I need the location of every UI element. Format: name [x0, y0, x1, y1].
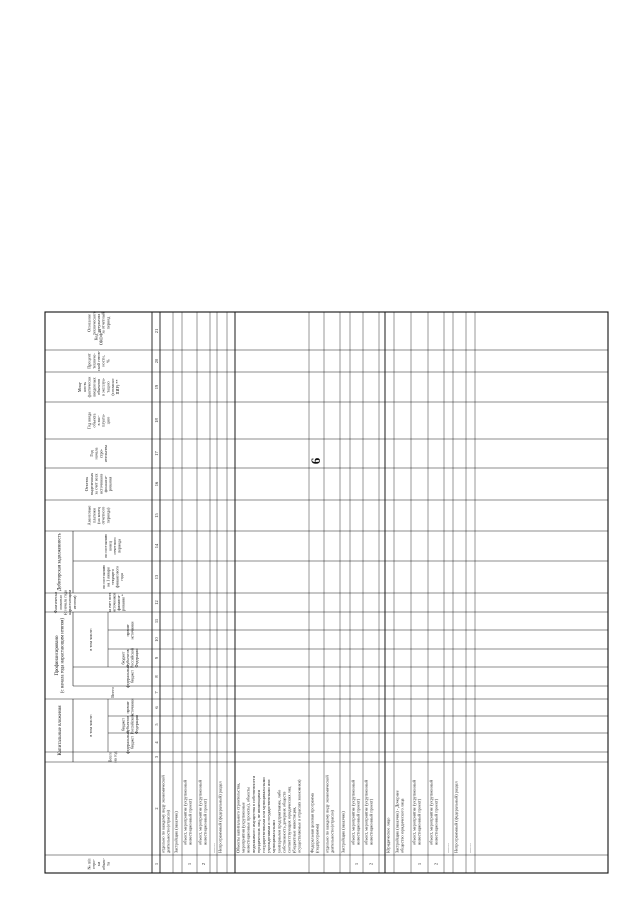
- col-head-readiness-line: техниче-: [91, 353, 97, 369]
- col-head-capacity-line: фактически: [86, 376, 92, 398]
- col-head-other-line: прочие: [125, 701, 131, 714]
- column-number: 14: [154, 543, 159, 549]
- row-label-line: инвестиционный проект): [433, 798, 439, 845]
- column-number: 13: [154, 574, 159, 580]
- col-head-progress-line: период: [105, 316, 111, 330]
- row-label: [341, 811, 346, 853]
- col-head-fed-2-line: бюджет: [129, 669, 135, 684]
- col-head-reg-2-line: Российской: [129, 648, 135, 668]
- row-label: [310, 793, 320, 853]
- col-head-okof-line: ОКОФ**: [98, 328, 104, 346]
- column-number: 16: [154, 481, 159, 487]
- col-head-row-no-line: та: [105, 862, 111, 866]
- col-head-capacity-line: (согласно: [110, 378, 116, 396]
- col-head-progress-line: технического: [91, 311, 97, 335]
- col-head-total-line: Всего: [107, 751, 113, 763]
- col-head-year-input-line: объекта: [91, 413, 97, 428]
- row-label: [454, 780, 459, 853]
- col-head-year-input-line: цию: [105, 416, 111, 425]
- row-label: [211, 843, 216, 853]
- row-label-line: инвестиционный проект): [355, 798, 361, 845]
- col-head-debt-start: [101, 565, 124, 589]
- col-head-actual-line: Фактически: [53, 591, 59, 614]
- col-head-reg-line: субъектов: [125, 716, 131, 733]
- row-label-line: .........: [466, 843, 472, 853]
- row-label-line: (бюджетные инвестиции,: [291, 806, 297, 853]
- col-head-financed: [55, 618, 65, 694]
- column-number: 19: [154, 384, 159, 390]
- col-head-capacity-line: ность: [81, 381, 87, 393]
- row-label: [395, 790, 405, 853]
- col-head-progress-line: результата: [95, 313, 101, 333]
- col-head-debt-line: Дебиторская задолженность: [57, 533, 63, 591]
- col-head-other-line: источники: [129, 698, 135, 717]
- col-head-progress-line: Описание: [86, 314, 92, 332]
- row-label: [161, 775, 171, 853]
- row-label-line: деятельности (отрасли): [329, 810, 335, 853]
- col-head-readiness-line: %: [105, 359, 111, 363]
- row-label-line: осуществляемые в отраслях экономики): [296, 779, 302, 853]
- col-head-advance-line: платежи: [91, 508, 97, 523]
- row-label-line: отдельно по каждому виду экономической: [324, 775, 330, 853]
- col-head-actual-src-line: финанси-: [116, 594, 122, 611]
- row-label-line: учреждениями и государственными или: [266, 779, 272, 853]
- row-label-line: Застройщик (заказчик): [173, 811, 179, 853]
- row-label-line: собственность дочерних обществ: [281, 791, 287, 853]
- row-number: 2: [201, 862, 207, 866]
- row-label-line: унитарными предприятиями, либо: [276, 789, 282, 853]
- col-head-reg-2-line: Федерации: [134, 648, 140, 668]
- col-head-year-input-line: в экс-: [95, 415, 101, 426]
- col-head-reg-line: Российской: [129, 714, 135, 735]
- row-label-line: государственными или муниципальными: [261, 777, 266, 853]
- col-head-reg-line: бюджет: [120, 717, 126, 732]
- row-label-line: инвестиционный проект): [202, 798, 208, 845]
- col-head-remaining-line: финанси-: [103, 475, 109, 493]
- row-label: [183, 779, 193, 845]
- col-head-debt-start-line: по состоянию: [100, 565, 106, 589]
- col-head-debt-end-line: конец: [107, 541, 113, 551]
- row-label-line: Непрограммный (федеральный) раздел: [217, 781, 223, 853]
- col-head-capacity-line: объектов: [95, 379, 101, 395]
- column-number: 12: [154, 600, 159, 605]
- row-label-line: Федеральная целевая программа: [309, 793, 315, 853]
- col-head-progress-line: за отчетный: [100, 312, 106, 334]
- column-number: 9: [154, 656, 159, 660]
- col-head-year-start-line: стро-: [98, 448, 104, 459]
- row-label-line: инвестиционный проект): [368, 798, 374, 845]
- column-number: 2: [154, 807, 159, 810]
- row-label-line: деятельности (отрасли): [165, 810, 171, 853]
- column-number: 6: [154, 706, 159, 709]
- col-head-row-no-line: № п/п: [86, 858, 92, 870]
- row-label-line: .........: [210, 843, 216, 853]
- col-head-year-start: [89, 445, 108, 463]
- row-label-line: Застройщик (заказчик): [340, 811, 346, 853]
- col-head-okof-line: Код: [93, 333, 99, 341]
- row-label-line: инвестиционный проект): [187, 798, 193, 845]
- column-number: 10: [154, 637, 159, 642]
- row-label-line: объект, мероприятие (укрупненный: [428, 779, 434, 845]
- row-label-line: объект, мероприятие (укрупненный: [182, 779, 188, 845]
- col-head-remaining: [84, 472, 113, 495]
- col-head-incl-2: [88, 628, 93, 650]
- col-head-financed-line: Профинансировано: [54, 635, 60, 676]
- row-label: [351, 779, 361, 845]
- col-head-debt-end: [103, 534, 121, 558]
- row-label-line: инвестиционные проекты), объекты: [245, 787, 251, 853]
- col-head-total-line: на год: [112, 751, 118, 763]
- row-label: [467, 843, 472, 853]
- row-label-line: отдельно по каждому виду экономической: [160, 775, 166, 853]
- row-label: [174, 811, 179, 853]
- row-label: [198, 779, 208, 845]
- col-head-year-start-line: начала: [93, 447, 99, 460]
- col-head-reg-2-line: бюджет: [120, 651, 126, 665]
- col-head-remaining-line: за счет всех: [93, 473, 99, 495]
- col-head-readiness-line: ской готов-: [95, 351, 101, 371]
- row-label-line: Юридическое лицо: [385, 817, 391, 853]
- col-head-readiness: [87, 350, 111, 371]
- col-head-row-no-line: ки: [96, 861, 102, 867]
- row-label-line: недвижимого имущества в собственности: [250, 776, 256, 853]
- col-head-row-no-line: стро-: [91, 859, 97, 869]
- col-head-progress: [87, 311, 111, 335]
- col-head-other-2: [125, 621, 134, 640]
- col-head-actual-src-line: рования *: [120, 594, 126, 611]
- col-head-capacity-line: введенных: [91, 377, 97, 397]
- column-number: 17: [154, 451, 159, 456]
- row-label: [412, 779, 422, 845]
- column-number: 8: [154, 675, 159, 678]
- col-head-fin-total-line: Всего: [110, 687, 116, 698]
- col-head-advance-line: периода): [105, 507, 111, 524]
- row-label-line: Непрограммный (федеральный) раздел: [453, 781, 459, 853]
- col-head-remaining-line: Остаток: [84, 476, 90, 492]
- row-number: 1: [354, 862, 360, 866]
- col-head-advance-line: отчетного: [100, 506, 106, 525]
- col-head-debt-end-line: отчетного: [112, 537, 118, 555]
- col-head-capital: [58, 705, 63, 756]
- row-label-line: инвестиционный проект): [416, 798, 422, 845]
- column-number: 20: [154, 358, 159, 364]
- col-head-incl-line: в том числе:: [88, 714, 94, 737]
- row-label-line: соответствующих юридических лиц: [286, 786, 292, 853]
- row-label: [236, 775, 302, 853]
- col-head-total: [108, 751, 118, 763]
- column-number: 21: [154, 328, 159, 334]
- col-head-year-start-line: Год: [88, 450, 94, 457]
- col-head-row-no: [86, 858, 110, 870]
- col-head-debt-start-line: финансового: [114, 566, 120, 588]
- col-head-advance-line: Авансовые: [86, 505, 92, 526]
- row-number: 2: [433, 862, 439, 866]
- row-label-line: Объекты капитального строительства,: [235, 782, 241, 853]
- col-head-year-input-line: Год ввода: [86, 411, 92, 430]
- row-label-line: муниципальными: [271, 820, 277, 853]
- col-head-actual-line: (с начала года: [62, 590, 68, 615]
- row-label: [386, 818, 391, 853]
- col-head-financed-line: (с начала года нарастающим итогом): [60, 617, 66, 694]
- col-head-capacity-line: ПИР) **: [114, 379, 120, 395]
- col-head-capacity: [77, 376, 120, 398]
- col-head-fed-line: федеральный: [125, 731, 131, 754]
- col-head-remaining-line: рования: [107, 476, 113, 492]
- column-number: 4: [154, 741, 159, 744]
- col-head-reg-2-line: субъектов: [125, 649, 131, 667]
- row-label-line: (подпрограмма): [314, 823, 320, 853]
- row-label-line: мероприятия (укрупненные: [240, 802, 246, 853]
- col-head-row-no-line: объек-: [100, 858, 106, 870]
- row-label: [445, 843, 450, 853]
- col-head-debt-end-line: периода: [116, 539, 122, 553]
- col-head-advance-line: (на конец: [95, 507, 101, 524]
- col-head-actual-line: нарастающим: [67, 590, 73, 615]
- col-head-remaining-line: источников: [98, 473, 104, 495]
- row-number: 1: [187, 862, 193, 866]
- col-head-year-input-line: плуата-: [100, 413, 106, 428]
- col-head-actual-src-line: источников: [111, 592, 117, 613]
- column-number: 11: [154, 618, 159, 624]
- row-label-line: объект, мероприятие (укрупненный: [197, 779, 203, 845]
- row-label-line: объект, мероприятие (укрупненный: [350, 779, 356, 845]
- col-head-remaining-line: выделенных: [88, 472, 94, 496]
- col-head-readiness-line: Процент: [86, 353, 92, 369]
- col-head-actual-line: итогом): [71, 595, 77, 610]
- col-head-capacity-line: Мощ-: [77, 381, 83, 393]
- row-label: [429, 779, 439, 845]
- col-head-debt-end-line: по состоянию: [103, 534, 109, 558]
- col-head-debt-start-line: на 1 января: [105, 567, 111, 587]
- column-number: 1: [154, 862, 159, 866]
- col-head-other: [125, 698, 134, 717]
- col-head-actual: [53, 590, 77, 615]
- column-number: 3: [154, 755, 159, 759]
- col-head-other-2-line: прочие: [125, 624, 131, 637]
- column-number: 15: [154, 513, 159, 518]
- row-label-line: объект, мероприятие (укрупненный: [363, 779, 369, 845]
- column-number: 7: [154, 691, 159, 694]
- row-number: 2: [368, 862, 374, 866]
- column-number: 5: [154, 723, 159, 726]
- col-head-debt-start-line: года: [118, 573, 124, 581]
- column-number: 18: [154, 418, 159, 423]
- col-head-actual-src-line: за счет всех: [107, 592, 113, 613]
- row-label: [364, 779, 374, 845]
- page-number: 6: [308, 457, 323, 465]
- col-head-capacity-line: тацию: [105, 381, 111, 393]
- col-head-capacity-line: в эксплуа-: [100, 377, 106, 397]
- row-label-line: объект, мероприятие (укрупненный: [411, 779, 417, 845]
- row-label: [325, 775, 335, 853]
- col-head-year-start-line: ительства: [103, 444, 109, 463]
- col-head-debt-start-line: текущего: [109, 569, 115, 585]
- col-head-incl-2-line: в том числе:: [88, 628, 94, 651]
- col-head-advance: [87, 506, 111, 526]
- row-number: 1: [417, 862, 423, 866]
- col-head-capital-line: Капитальные вложения: [57, 705, 63, 756]
- row-label-line: юридических лиц, не являющихся: [255, 790, 261, 853]
- row-label-line: Застройщик (заказчик) - Дочернее: [394, 790, 400, 853]
- col-head-actual-line: освоено: [57, 595, 63, 610]
- col-head-reg-line: Федерации: [134, 715, 140, 734]
- col-head-fed-line: бюджет: [129, 735, 135, 750]
- col-head-other-2-line: источники: [129, 621, 135, 640]
- row-label-line: общество юридического лица: [399, 798, 405, 853]
- col-head-incl: [88, 714, 93, 736]
- col-head-year-input: [87, 412, 111, 429]
- row-label-line: .........: [444, 843, 450, 853]
- row-label: [218, 780, 223, 853]
- col-head-fin-total: [110, 687, 115, 698]
- col-head-reg-2: [121, 647, 139, 668]
- col-head-actual-src: [107, 593, 125, 613]
- col-head-debt: [58, 532, 63, 591]
- col-head-readiness-line: ности,: [100, 355, 106, 367]
- col-head-fed-2-line: федеральный: [125, 665, 131, 688]
